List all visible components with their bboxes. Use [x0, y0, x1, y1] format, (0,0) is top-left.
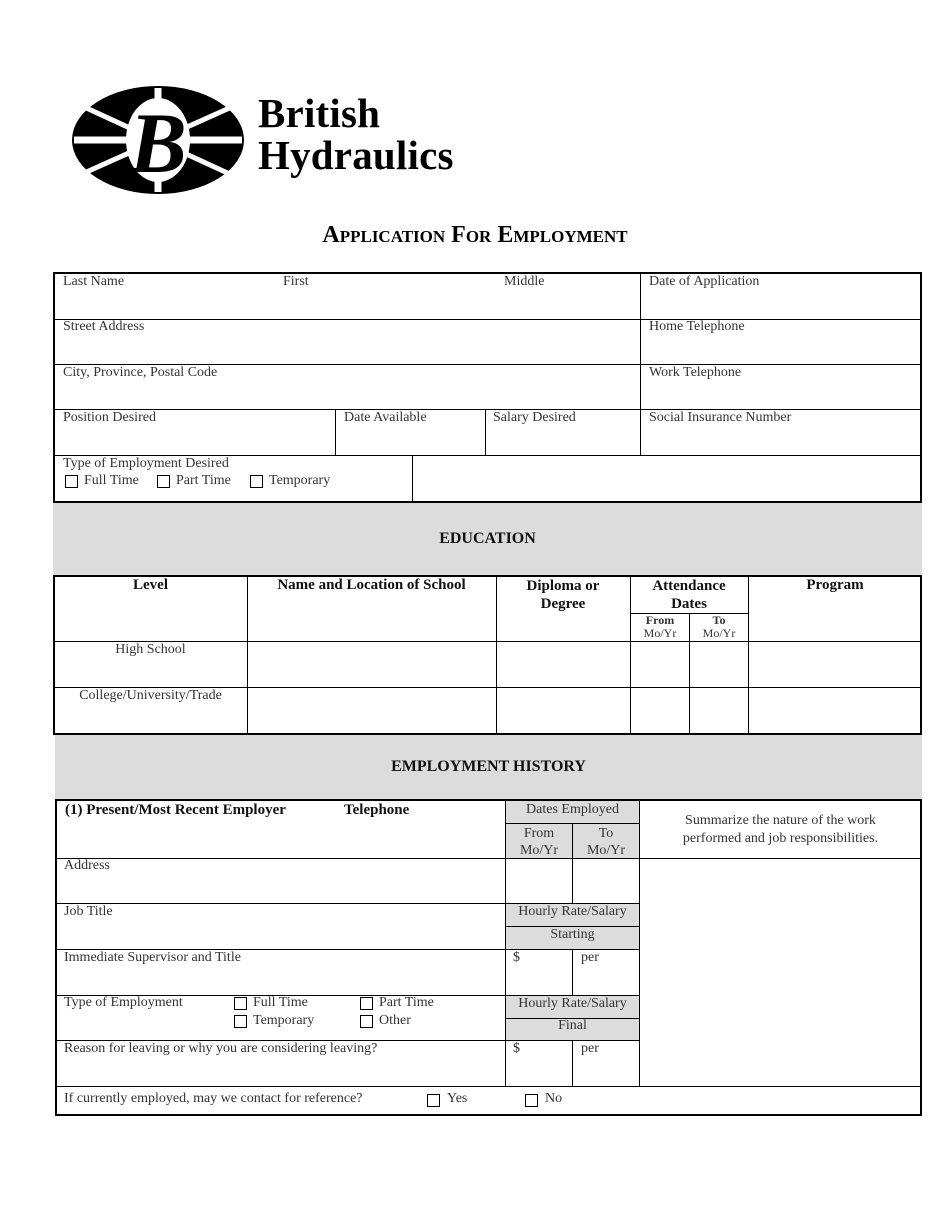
emp-part-time-checkbox[interactable]: [360, 997, 373, 1010]
sin-field[interactable]: Social Insurance Number: [649, 410, 792, 425]
salary-desired-field[interactable]: Salary Desired: [493, 410, 576, 425]
contact-no-checkbox[interactable]: [525, 1094, 538, 1107]
city-field[interactable]: City, Province, Postal Code: [63, 365, 218, 380]
employed-to-unit: Mo/Yr: [586, 843, 626, 858]
summary-instructions: [640, 812, 921, 848]
employed-from-unit: Mo/Yr: [519, 843, 559, 858]
part-time-label: Part Time: [176, 473, 231, 488]
col-to-label: To: [712, 613, 726, 627]
final-per[interactable]: per: [581, 1041, 599, 1056]
col-to-unit: Mo/Yr: [702, 626, 736, 640]
education-title: EDUCATION: [439, 530, 536, 547]
starting-per[interactable]: per: [581, 950, 599, 965]
home-telephone-field[interactable]: Home Telephone: [649, 319, 745, 334]
temporary-label: Temporary: [269, 473, 331, 488]
company-name-line1: British: [258, 90, 381, 136]
col-level: Level: [133, 577, 168, 593]
emp-other-label: Other: [379, 1013, 411, 1028]
contact-no-label: No: [545, 1091, 563, 1106]
emp-part-time-label: Part Time: [379, 995, 434, 1010]
col-from-unit: Mo/Yr: [643, 626, 677, 640]
employer-field[interactable]: (1) Present/Most Recent Employer: [65, 802, 286, 818]
form-title: Application For Employment: [322, 222, 628, 248]
job-title-field[interactable]: Job Title: [64, 904, 113, 919]
employed-from-label: From: [523, 826, 555, 841]
type-of-employment-label: Type of Employment: [64, 995, 183, 1010]
education-header: [53, 501, 922, 577]
starting-dollar[interactable]: $: [513, 950, 520, 965]
starting-label: Starting: [550, 927, 595, 942]
british-hydraulics-logo: [70, 84, 246, 196]
supervisor-field[interactable]: Immediate Supervisor and Title: [64, 950, 241, 965]
date-of-application-field[interactable]: Date of Application: [649, 274, 760, 289]
contact-reference-question: If currently employed, may we contact for reference?: [64, 1091, 363, 1106]
part-time-checkbox[interactable]: [157, 475, 170, 488]
middle-name-field[interactable]: Middle: [504, 274, 545, 289]
col-to: [690, 614, 748, 640]
emp-temporary-checkbox[interactable]: [234, 1015, 247, 1028]
dates-employed-label: Dates Employed: [526, 802, 619, 817]
col-attendance: Attendance Dates: [652, 578, 726, 612]
work-telephone-field[interactable]: Work Telephone: [649, 365, 742, 380]
employment-history-title: EMPLOYMENT HISTORY: [391, 758, 586, 775]
street-address-field[interactable]: Street Address: [63, 319, 145, 334]
temporary-checkbox[interactable]: [250, 475, 263, 488]
emp-temporary-label: Temporary: [253, 1013, 315, 1028]
final-rate-label: Hourly Rate/Salary: [518, 996, 627, 1011]
col-diploma: Diploma or Degree: [526, 578, 600, 612]
full-time-label: Full Time: [84, 473, 139, 488]
col-from: [631, 614, 689, 640]
employed-to: [573, 825, 639, 859]
address-field[interactable]: Address: [64, 858, 110, 873]
summary-line1: Summarize the nature of the work: [685, 813, 876, 828]
final-dollar[interactable]: $: [513, 1041, 520, 1056]
emp-full-time-label: Full Time: [253, 995, 308, 1010]
summary-line2: performed and job responsibilities.: [682, 831, 879, 846]
emp-full-time-checkbox[interactable]: [234, 997, 247, 1010]
position-desired-field[interactable]: Position Desired: [63, 410, 156, 425]
employed-from: [506, 825, 572, 859]
reason-for-leaving-field[interactable]: Reason for leaving or why you are considering leaving?: [64, 1041, 378, 1056]
contact-yes-label: Yes: [447, 1091, 468, 1106]
employed-to-label: To: [598, 826, 614, 841]
row-high-school: High School: [115, 642, 186, 657]
emp-other-checkbox[interactable]: [360, 1015, 373, 1028]
svg-text:B: B: [129, 95, 187, 191]
contact-yes-checkbox[interactable]: [427, 1094, 440, 1107]
col-program: Program: [806, 577, 864, 593]
employment-history-header: [55, 733, 922, 801]
col-from-label: From: [645, 613, 675, 627]
full-time-checkbox[interactable]: [65, 475, 78, 488]
starting-rate-label: Hourly Rate/Salary: [518, 904, 627, 919]
company-name-line2: Hydraulics: [258, 132, 454, 178]
first-name-field[interactable]: First: [283, 274, 309, 289]
company-name: [258, 92, 454, 176]
date-available-field[interactable]: Date Available: [344, 410, 427, 425]
final-label: Final: [558, 1018, 587, 1033]
row-college: College/University/Trade: [79, 688, 222, 703]
last-name-field[interactable]: Last Name: [63, 274, 125, 289]
col-school: Name and Location of School: [277, 577, 466, 593]
employer-telephone-field[interactable]: Telephone: [344, 802, 410, 818]
employment-type-desired-label: Type of Employment Desired: [63, 456, 229, 471]
